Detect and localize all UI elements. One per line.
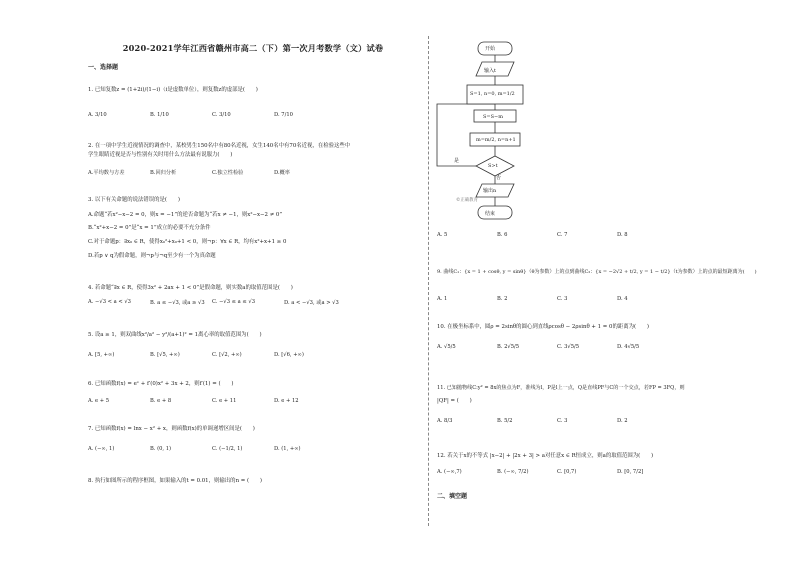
- question-2-stem-cont: 学生眼睛近视是否与性别有关时用什么方法最有说服力( ): [88, 152, 233, 158]
- option-b: B. 2: [497, 296, 508, 302]
- question-6-stem: 6. 已知函数f(x) = eˣ + f′(0)x² + 3x + 2，则f′(1) = ( ): [88, 381, 234, 387]
- question-5-stem: 5. 设a ≥ 1，则双曲线x²/a² − y²/(a+1)² = 1离心率的取值范围为( ): [88, 332, 262, 338]
- option-a: A. [5, +∞): [88, 352, 115, 358]
- question-9-options: [437, 296, 767, 306]
- question-4-options: [88, 299, 418, 309]
- column-divider: [428, 36, 429, 526]
- question-11-stem: 11. 已知抛物线C:y² = 8x的焦点为F，准线为l，P是l上一点，Q是直线PF与C的一个交点，若FP = 3FQ，则: [437, 385, 685, 391]
- option-c: C. 3: [557, 418, 568, 424]
- option-a: A. (−∞,7): [437, 469, 462, 475]
- option-a: A. 3/10: [88, 112, 107, 118]
- flow-no-label: 否: [496, 175, 502, 181]
- flow-init-label: S=1, n=0, m=1/2: [470, 91, 515, 97]
- option-c: C. 3/10: [212, 112, 231, 118]
- watermark-text: ©正确教育: [456, 198, 478, 203]
- option-d: D. 8: [617, 232, 628, 238]
- option-a: A. e + 5: [88, 398, 110, 404]
- question-8-options: [437, 232, 767, 242]
- option-b: B. 5/2: [497, 418, 513, 424]
- question-3-line-b: B.“x²+x−2 = 0”是“x = 1”成立的必要不充分条件: [88, 225, 211, 231]
- question-3-line-a: A.命题“若x²−x−2 = 0，则x = −1”的逆否命题为“若x ≠ −1，则x²−x−2 ≠ 0”: [88, 212, 283, 218]
- question-3-line-c: C.对于命题p：∃x₀ ∈ R，使得x₀²+x₀+1 < 0，则¬p：∀x ∈ R，均有x²+x+1 ≥ 0: [88, 239, 287, 245]
- question-11-options: [437, 418, 767, 428]
- option-b: B. 6: [497, 232, 508, 238]
- option-a: A. 5: [437, 232, 448, 238]
- option-d: D. (1, +∞): [274, 446, 301, 452]
- flow-input-label: 输入t: [484, 68, 497, 74]
- question-4-stem: 4. 若命题“∃x ∈ R，使得3x² + 2ax + 1 < 0”是假命题，则实数a的取值范围是( ): [88, 285, 293, 291]
- option-b: B. (0, 1): [150, 446, 172, 452]
- question-5-options: [88, 352, 418, 362]
- question-3-line-d: D.若p ∨ q为假命题，则¬p与¬q至少有一个为真命题: [88, 253, 216, 259]
- option-b: B. a ≤ −√3, 或a ≥ √3: [150, 300, 205, 306]
- option-b: B. 1/10: [150, 112, 169, 118]
- option-b: B. 2√5/5: [497, 344, 520, 350]
- option-a: A. −√3 < a < √3: [88, 299, 131, 305]
- option-a: A. 8/3: [437, 418, 453, 424]
- flow-step2-label: m=m/2, n=n+1: [476, 137, 516, 143]
- option-c: C. [√2, +∞): [212, 352, 242, 358]
- option-d: D. a < −√3, 或a > √3: [284, 300, 339, 306]
- option-a: A.平均数与方差: [88, 170, 125, 176]
- question-11-stem-cont: |QF| = ( ): [437, 398, 472, 404]
- flow-condition-label: S>t: [488, 163, 498, 169]
- option-c: C.独立性检验: [212, 170, 244, 176]
- question-3-stem: 3. 以下有关命题的说法错误的是( ): [88, 197, 180, 203]
- flow-step1-label: S=S−m: [483, 114, 503, 120]
- flow-start-label: 开始: [485, 46, 496, 52]
- option-c: C. (−1/2, 1): [212, 446, 243, 452]
- question-2-stem: 2. 在一项中学生近视情况的调查中，某校男生150名中有80名近视，女生140名中有70名近视，在检验这些中: [88, 143, 351, 149]
- section-choice-heading: 一、选择题: [88, 64, 119, 71]
- page-title: 2020-2021学年江西省赣州市高二（下）第一次月考数学（文）试卷: [122, 43, 384, 53]
- option-d: D. 4√5/5: [617, 344, 640, 350]
- flow-end-label: 结束: [485, 211, 496, 217]
- option-c: C. −√3 ≤ a ≤ √3: [212, 299, 256, 305]
- option-d: D. [0, 7/2]: [617, 469, 644, 475]
- question-8-stem: 8. 执行如图所示的程序框图，如果输入的t = 0.01，则输出的n = ( ): [88, 478, 262, 484]
- question-7-options: [88, 446, 418, 456]
- option-b: B. e + 8: [150, 398, 172, 404]
- question-12-options: [437, 469, 767, 479]
- question-10-options: [437, 344, 767, 354]
- question-12-stem: 12. 若关于x的不等式 |x−2| + |2x + 3| > a对任意x ∈ R恒成立，则a的取值范围为( ): [437, 453, 654, 459]
- option-b: B. (−∞, 7/2): [497, 469, 529, 475]
- question-2-options: [88, 169, 418, 179]
- option-d: D. [√6, +∞): [274, 352, 304, 358]
- option-c: C. 7: [557, 232, 568, 238]
- option-a: A. 1: [437, 296, 448, 302]
- question-7-stem: 7. 已知函数f(x) = lnx − x² + x，则函数f(x)的单调递增区间是( ): [88, 426, 255, 432]
- option-c: C. [0,7): [557, 469, 577, 475]
- question-1-stem: 1. 已知复数z = (1+2i)/(1−i)（i是虚数单位），则复数z的虚部是( ): [88, 87, 258, 93]
- option-d: D. 4: [617, 296, 628, 302]
- flowchart-diagram: [430, 36, 570, 236]
- option-d: D. e + 12: [274, 398, 299, 404]
- option-a: A. (−∞, 1): [88, 446, 115, 452]
- flow-yes-label: 是: [454, 158, 460, 164]
- option-d: D.概率: [274, 170, 290, 176]
- option-b: B.回归分析: [150, 170, 177, 176]
- option-d: D. 2: [617, 418, 628, 424]
- question-1-options: [88, 112, 418, 122]
- option-d: D. 7/10: [274, 112, 293, 118]
- option-c: C. 3√5/5: [557, 344, 580, 350]
- option-c: C. e + 11: [212, 398, 237, 404]
- question-10-stem: 10. 在极坐标系中，圆ρ = 2sinθ的圆心到直线ρcosθ − 2ρsinθ + 1 = 0的距离为( ): [437, 324, 649, 330]
- section-fill-heading: 二、填空题: [437, 493, 468, 500]
- option-a: A. √5/5: [437, 344, 456, 350]
- flow-output-label: 输出n: [483, 188, 497, 194]
- question-6-options: [88, 398, 418, 408]
- option-b: B. [√5, +∞): [150, 352, 180, 358]
- question-9-stem: 9. 曲线C₁：{x = 1 + cosθ, y = sinθ}（θ为参数）上的点到曲线C₂：{x = −2√2 + t/2, y = 1 − t/2}（t为参数）上的点的最短距离为( ): [437, 269, 757, 275]
- option-c: C. 3: [557, 296, 568, 302]
